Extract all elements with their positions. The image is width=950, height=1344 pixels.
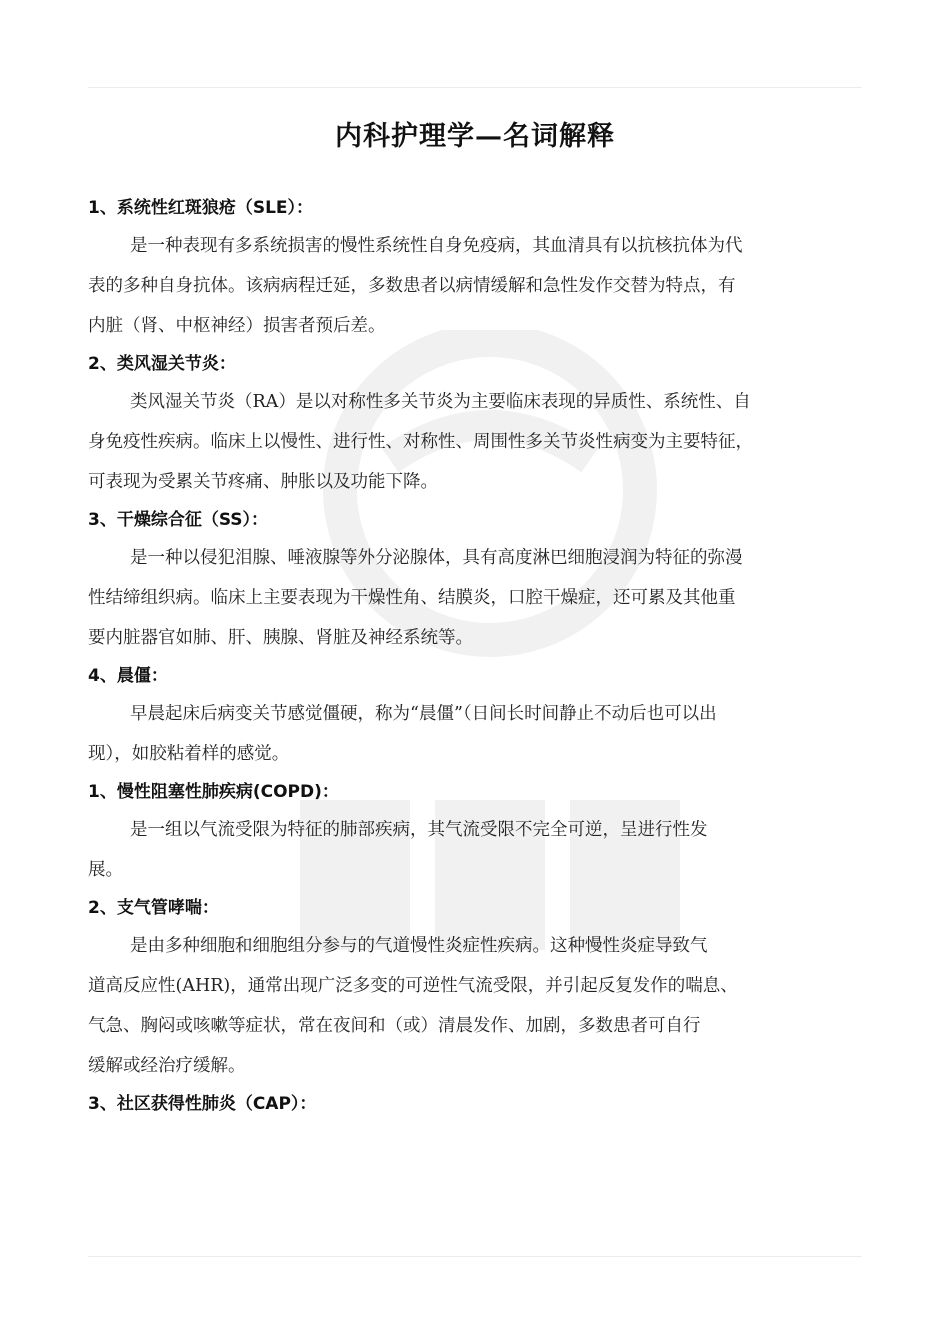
definition-line: 内脏（肾、中枢神经）损害者预后差。 — [88, 316, 386, 336]
definition-line: 早晨起床后病变关节感觉僵硬，称为“晨僵”（日间长时间静止不动后也可以出 — [130, 704, 717, 724]
definition-line: 要内脏器官如肺、肝、胰腺、肾脏及神经系统等。 — [88, 628, 473, 648]
definition-line: 是一种以侵犯泪腺、唾液腺等外分泌腺体，具有高度淋巴细胞浸润为特征的弥漫 — [130, 548, 743, 568]
definition-line: 性结缔组织病。临床上主要表现为干燥性角、结膜炎，口腔干燥症，还可累及其他重 — [88, 588, 736, 608]
term-definition — [88, 538, 878, 658]
term-definition — [88, 382, 878, 502]
definition-line: 气急、胸闷或咳嗽等症状，常在夜间和（或）清晨发作、加剧，多数患者可自行 — [88, 1016, 701, 1036]
definition-line: 现），如胶粘着样的感觉。 — [88, 744, 290, 764]
term-heading: 1、慢性阻塞性肺疾病(COPD)： — [88, 782, 339, 802]
term-heading: 4、晨僵： — [88, 666, 168, 686]
definition-line: 是一种表现有多系统损害的慢性系统性自身免疫病，其血清具有以抗核抗体为代 — [130, 236, 743, 256]
term-definition — [88, 694, 878, 774]
definition-line: 可表现为受累关节疼痛、肿胀以及功能下降。 — [88, 472, 438, 492]
definition-line: 表的多种自身抗体。该病病程迁延，多数患者以病情缓解和急性发作交替为特点，有 — [88, 276, 736, 296]
definition-line: 身免疫性疾病。临床上以慢性、进行性、对称性、周围性多关节炎性病变为主要特征， — [88, 432, 753, 452]
definition-line: 是由多种细胞和细胞组分参与的气道慢性炎症性疾病。这种慢性炎症导致气 — [130, 936, 708, 956]
top-divider — [88, 87, 862, 88]
definition-line: 类风湿关节炎（RA）是以对称性多关节炎为主要临床表现的异质性、系统性、自 — [130, 392, 751, 412]
bottom-divider — [88, 1256, 862, 1257]
definition-line: 是一组以气流受限为特征的肺部疾病，其气流受限不完全可逆，呈进行性发 — [130, 820, 708, 840]
definition-line: 展。 — [88, 860, 123, 880]
definition-line: 缓解或经治疗缓解。 — [88, 1056, 246, 1076]
definitions-list — [88, 190, 878, 1122]
term-heading: 3、干燥综合征（SS）： — [88, 510, 269, 530]
term-definition — [88, 226, 878, 346]
term-heading: 2、类风湿关节炎： — [88, 354, 236, 374]
term-heading: 3、社区获得性肺炎（CAP）： — [88, 1094, 317, 1114]
term-definition — [88, 810, 878, 890]
page-title: 内科护理学—名词解释 — [335, 121, 615, 152]
term-heading: 2、支气管哮喘： — [88, 898, 219, 918]
term-heading: 1、系统性红斑狼疮（SLE）： — [88, 198, 314, 218]
definition-line: 道高反应性(AHR)，通常出现广泛多变的可逆性气流受限，并引起反复发作的喘息、 — [88, 976, 738, 996]
term-definition — [88, 926, 878, 1086]
